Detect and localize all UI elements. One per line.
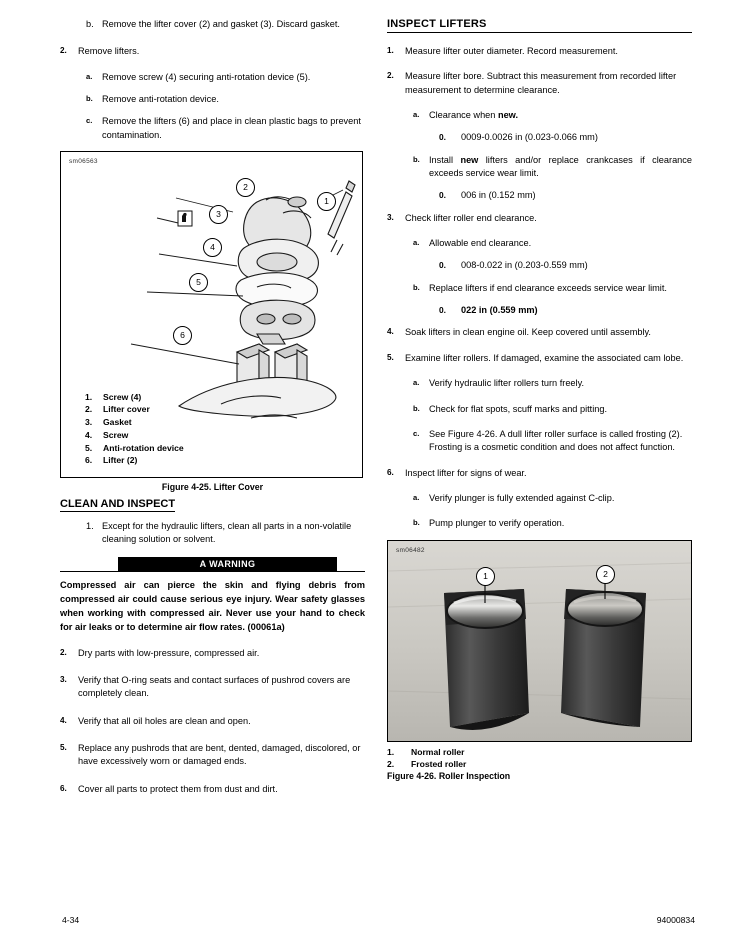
- legend-label: Frosted roller: [411, 759, 467, 770]
- step-item: [413, 492, 692, 505]
- figure-callout-2: 2: [236, 178, 255, 197]
- legend-label: Lifter cover: [103, 404, 150, 415]
- legend-number: 2.: [387, 759, 395, 770]
- clean-and-inspect-heading: CLEAN AND INSPECT: [60, 498, 176, 511]
- step-text: Dry parts with low-pressure, compressed air.: [78, 647, 260, 658]
- step-number: 0.: [439, 132, 446, 143]
- two-column-layout: [60, 18, 695, 805]
- step-text: Replace any pushrods that are bent, dented, damaged, discolored, or have excessively worn or damaged ends.: [78, 742, 361, 767]
- step-text: Measure lifter bore. Subtract this measurement from recorded lifter measurement to determine clearance.: [405, 71, 677, 95]
- step-item: [413, 109, 692, 122]
- warning-text: Compressed air can pierce the skin and flying debris from compressed air could cause serious eye injury. Wear safety glasses when working with compressed air. Never use your hand to check for air leaks or to determine air flow rates. (00061a): [60, 579, 365, 632]
- legend-number: 1.: [387, 746, 395, 757]
- step-text: 006 in (0.152 mm): [461, 190, 536, 201]
- step-number: c.: [413, 428, 420, 438]
- step-text: Verify that all oil holes are clean and open.: [78, 715, 251, 726]
- step-item: [60, 647, 365, 660]
- legend-number: 6.: [85, 455, 93, 466]
- step-text: Remove screw (4) securing anti-rotation device (5).: [102, 71, 311, 82]
- step-text-emphasis: new: [460, 154, 479, 165]
- roller-photo: [388, 541, 691, 741]
- photo-code: sm06482: [396, 546, 425, 554]
- step-text: Cover all parts to protect them from dust and dirt.: [78, 783, 278, 794]
- figure-code: sm06563: [69, 158, 98, 166]
- step-item: [86, 93, 365, 106]
- step-number: 5.: [60, 742, 67, 752]
- step-text: Check for flat spots, scuff marks and pitting.: [429, 403, 608, 414]
- step-number: 2.: [60, 647, 67, 657]
- step-text: Remove the lifters (6) and place in clean plastic bags to prevent contamination.: [102, 116, 361, 140]
- step-text: Verify hydraulic lifter rollers turn freely.: [429, 378, 585, 389]
- step-item: [413, 237, 692, 250]
- legend-number: 4.: [85, 429, 93, 440]
- step-item: [413, 154, 692, 181]
- step-item: [86, 18, 365, 31]
- legend-label: Lifter (2): [103, 455, 138, 466]
- legend-row: [85, 429, 184, 442]
- step-text: Replace lifters if end clearance exceeds service wear limit.: [429, 282, 667, 293]
- step-text: Remove lifters.: [78, 46, 140, 57]
- step-text: [429, 154, 692, 181]
- step-number: 3.: [387, 212, 394, 222]
- photo-callout-2: 2: [596, 565, 615, 584]
- step-item: [60, 742, 365, 769]
- legend-label: Screw: [103, 429, 129, 440]
- step-number: 6.: [387, 467, 394, 477]
- page-footer: [0, 915, 735, 929]
- legend-row: [387, 758, 692, 770]
- legend-row: [387, 746, 692, 758]
- step-number: 3.: [60, 674, 67, 684]
- frosted-roller-lifter: [561, 589, 646, 727]
- step-number: b.: [86, 94, 93, 104]
- step-text-emphasis: new.: [497, 110, 519, 121]
- legend-label: Screw (4): [103, 391, 142, 402]
- step-item: [86, 115, 365, 142]
- page-number: 4-34: [62, 915, 80, 925]
- step-number: 0.: [439, 305, 446, 316]
- step-text: Measure lifter outer diameter. Record measurement.: [405, 46, 618, 56]
- step-number: b.: [413, 403, 420, 413]
- step-number: a.: [86, 71, 93, 81]
- step-text-main: Clearance when: [429, 110, 498, 121]
- step-item: [60, 45, 365, 58]
- step-text: Pump plunger to verify operation.: [429, 518, 565, 529]
- warning-rule: [60, 571, 365, 572]
- step-text: Except for the hydraulic lifters, clean all parts in a non-volatile cleaning solution or solvent.: [102, 521, 352, 545]
- step-item: [413, 377, 692, 390]
- hand-safety-icon: [178, 211, 192, 226]
- step-text: 008-0.022 in (0.203-0.559 mm): [461, 260, 588, 271]
- legend-label: Normal roller: [411, 746, 465, 757]
- step-item: [439, 189, 692, 202]
- step-text: Inspect lifter for signs of wear.: [405, 467, 527, 478]
- figure-callout-5: 5: [189, 273, 208, 292]
- step-text: Examine lifter rollers. If damaged, examine the associated cam lobe.: [405, 352, 684, 363]
- figure-callout-4: 4: [203, 238, 222, 257]
- step-item: [413, 517, 692, 530]
- figure-callout-3: 3: [209, 205, 228, 224]
- step-text: See Figure 4-26. A dull lifter roller surface is called frosting (2). Frosting is a cosmetic condition and does not affect function.: [429, 428, 683, 453]
- step-number: a.: [413, 110, 420, 120]
- figure-callout-1: 1: [317, 192, 336, 211]
- step-text: Remove anti-rotation device.: [102, 94, 219, 105]
- step-text: Allowable end clearance.: [429, 238, 532, 249]
- step-item: [439, 131, 692, 144]
- figure-caption: Figure 4-25. Lifter Cover: [161, 482, 264, 493]
- step-item: [60, 783, 365, 796]
- step-number: 2.: [387, 71, 394, 81]
- step-item: [439, 304, 692, 317]
- figure-lifter-cover: [60, 151, 363, 478]
- step-item: [413, 428, 692, 455]
- figure-roller-inspection: [387, 540, 692, 742]
- legend-row: [85, 403, 184, 416]
- legend-row: [85, 416, 184, 429]
- step-item: [387, 326, 692, 339]
- step-number: a.: [413, 238, 420, 248]
- step-number: 0.: [439, 260, 446, 271]
- step-text: Verify that O-ring seats and contact surfaces of pushrod covers are completely clean.: [78, 674, 351, 699]
- step-number: b.: [413, 154, 420, 164]
- normal-roller-lifter: [444, 589, 529, 730]
- legend-number: 5.: [85, 442, 93, 453]
- legend-label: Anti-rotation device: [103, 442, 184, 453]
- step-number: 4.: [387, 327, 394, 337]
- step-item: [387, 45, 692, 58]
- step-text: Soak lifters in clean engine oil. Keep covered until assembly.: [405, 327, 651, 338]
- step-item: [387, 352, 692, 365]
- step-text: Check lifter roller end clearance.: [405, 212, 537, 223]
- step-number: 1.: [86, 521, 94, 532]
- step-number: 1.: [387, 46, 394, 55]
- document-number: 94000834: [656, 915, 695, 925]
- legend-number: 1.: [85, 391, 93, 402]
- legend-row: [85, 442, 184, 455]
- step-item: [86, 71, 365, 84]
- left-column: [60, 18, 365, 805]
- figure-callout-6: 6: [173, 326, 192, 345]
- step-text-pre: Install: [429, 154, 461, 165]
- inspect-lifters-heading: INSPECT LIFTERS: [387, 18, 692, 33]
- legend-row: [85, 454, 184, 467]
- figure-legend: [85, 391, 184, 467]
- step-number: b.: [413, 518, 420, 528]
- legend-label: Gasket: [103, 417, 132, 428]
- photo-legend: [387, 746, 692, 771]
- step-item: [86, 520, 365, 547]
- step-item: [439, 259, 692, 272]
- step-item: [413, 403, 692, 416]
- step-number: 4.: [60, 715, 67, 725]
- step-number: a.: [413, 378, 420, 388]
- photo-caption: Figure 4-26. Roller Inspection: [387, 771, 511, 782]
- warning-banner: A WARNING: [118, 557, 337, 571]
- step-item: [413, 282, 692, 295]
- step-item: [387, 212, 692, 225]
- step-number: b.: [413, 282, 420, 292]
- step-number: 2.: [60, 46, 67, 56]
- step-text: Verify plunger is fully extended against C-clip.: [429, 492, 615, 503]
- step-text-post: lifters and/or replace crankcases if clearance exceeds service wear limit.: [429, 154, 692, 179]
- photo-callout-1: 1: [476, 567, 495, 586]
- step-number: 6.: [60, 783, 67, 793]
- step-number: 5.: [387, 352, 394, 362]
- step-item: [387, 70, 692, 97]
- step-number: 0.: [439, 190, 446, 201]
- step-item: [387, 467, 692, 480]
- step-number: b.: [86, 19, 94, 29]
- step-item: [60, 715, 365, 728]
- step-text: 0009-0.0026 in (0.023-0.066 mm): [461, 132, 598, 143]
- step-number: a.: [413, 492, 420, 502]
- legend-number: 3.: [85, 417, 93, 428]
- step-item: [60, 674, 365, 701]
- step-text: 022 in (0.559 mm): [461, 305, 538, 316]
- legend-number: 2.: [85, 404, 93, 415]
- step-text: Remove the lifter cover (2) and gasket (3). Discard gasket.: [102, 19, 340, 29]
- step-text: [429, 109, 692, 122]
- step-number: c.: [86, 116, 93, 126]
- legend-row: [85, 391, 184, 404]
- right-column: [387, 18, 692, 781]
